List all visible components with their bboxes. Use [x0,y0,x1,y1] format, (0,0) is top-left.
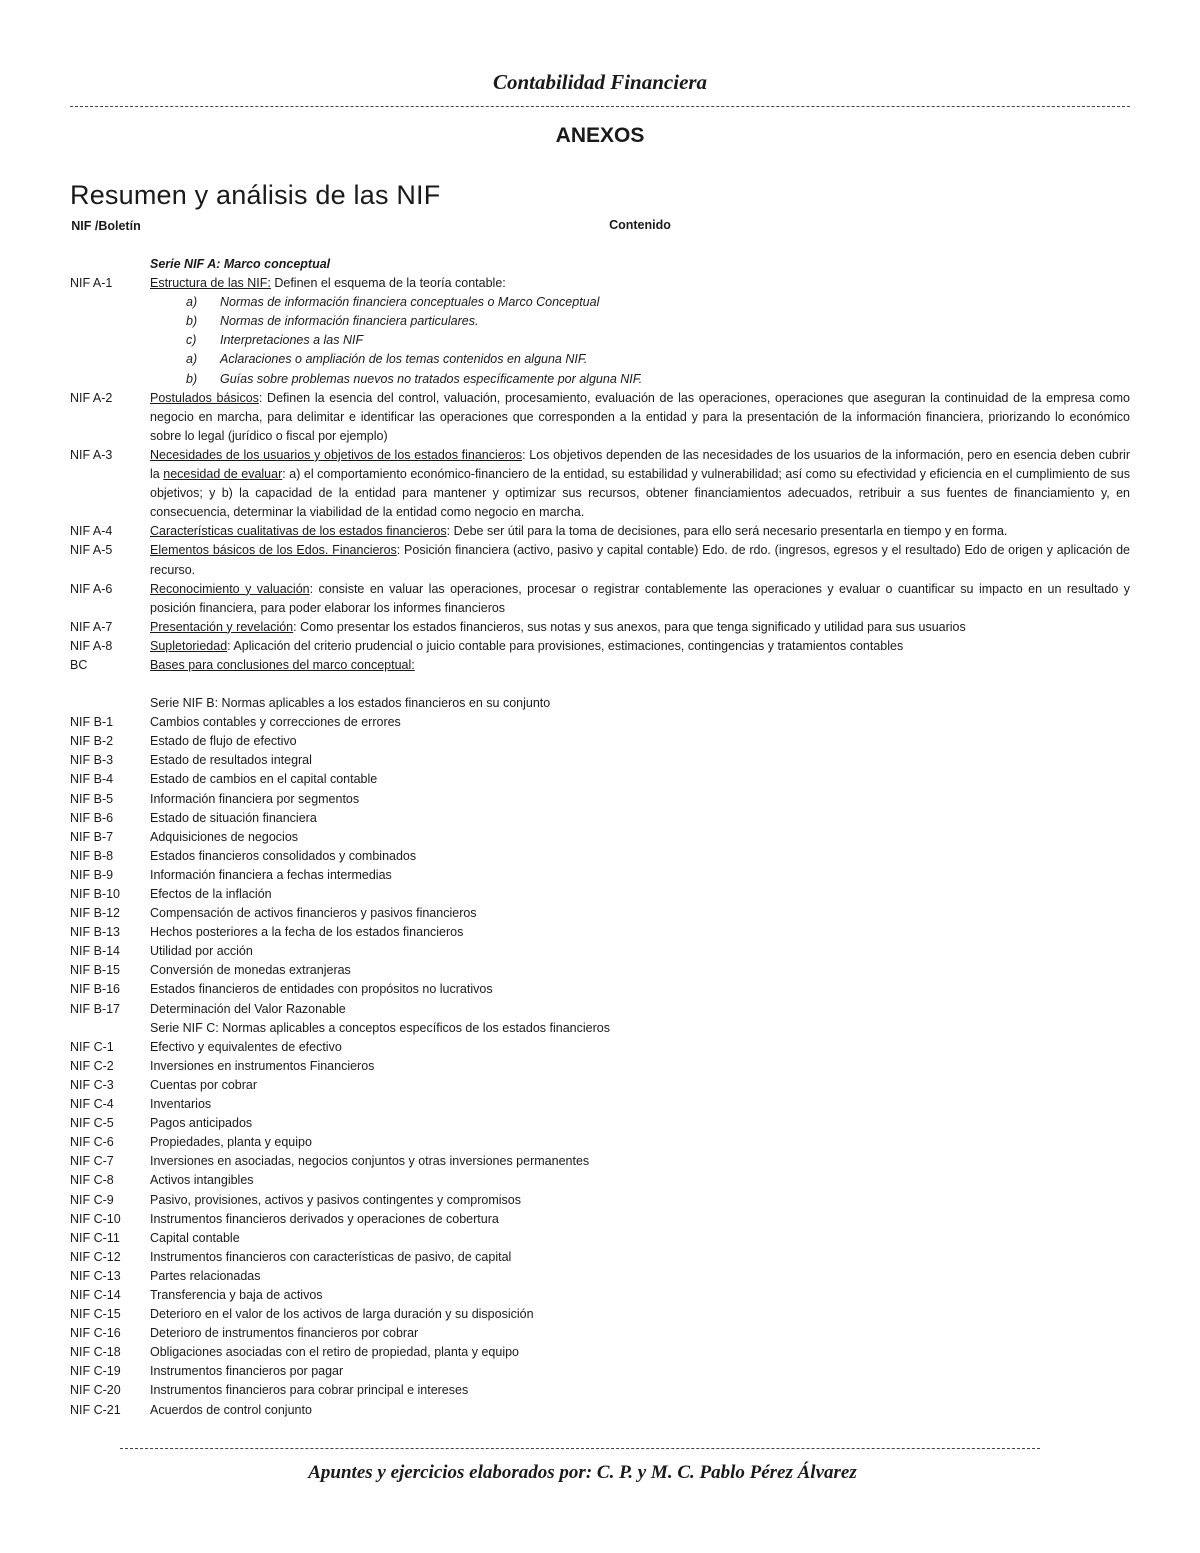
nif-topic-title: Características cualitativas de los estados financieros [150,524,447,539]
nif-topic-title: Presentación y revelación [150,619,294,634]
table-row [70,1381,1130,1400]
nif-description: Información financiera por segmentos [150,791,360,806]
nif-description: Pasivo, provisiones, activos y pasivos contingentes y compromisos [150,1192,521,1207]
nif-code: NIF C-13 [70,1268,121,1283]
nif-description: Acuerdos de control conjunto [150,1402,312,1417]
table-row [70,1038,1130,1057]
column-header-nif: NIF /Boletín [71,219,141,233]
nif-code: NIF C-15 [70,1307,121,1322]
nif-description: Estado de resultados integral [150,753,312,768]
nif-code: NIF B-13 [70,925,121,940]
table-row [70,1114,1130,1133]
nif-description: Deterioro en el valor de los activos de larga duración y su disposición [150,1307,534,1322]
list-marker: a) [186,295,198,310]
nif-description: Inversiones en instrumentos Financieros [150,1058,375,1073]
table-row [70,885,1130,904]
list-item-text: Normas de información financiera conceptuales o Marco Conceptual [220,295,600,310]
nif-row-a1 [70,274,1130,293]
table-row [70,751,1130,770]
nif-code: NIF A-6 [70,581,113,596]
table-row [70,1057,1130,1076]
annex-title: ANEXOS [555,124,645,147]
table-row [70,1191,1130,1210]
nif-code: NIF C-4 [70,1097,114,1112]
nif-description: Propiedades, planta y equipo [150,1135,312,1150]
table-row [70,1401,1130,1420]
nif-code: NIF C-11 [70,1230,120,1245]
nif-code: NIF C-21 [70,1402,121,1417]
nif-row-bc [70,656,1130,675]
table-row [70,847,1130,866]
nif-description: Estado de cambios en el capital contable [150,772,378,787]
series-b-title: Serie NIF B: Normas aplicables a los estados financieros en su conjunto [150,696,551,711]
list-marker: a) [186,352,198,367]
footer-credit: Apuntes y ejercicios elaborados por: C. P. y M. C. Pablo Pérez Álvarez [308,1462,857,1483]
series-c-title: Serie NIF C: Normas aplicables a conceptos específicos de los estados financieros [150,1020,610,1035]
series-c-list [70,1038,1130,1420]
nif-code: NIF B-9 [70,867,114,882]
nif-code: NIF C-12 [70,1249,121,1264]
nif-description: Instrumentos financieros por pagar [150,1364,344,1379]
nif-code: NIF C-10 [70,1211,121,1226]
list-item [70,350,1130,369]
list-item [70,331,1130,350]
table-row [70,923,1130,942]
nif-description: : Debe ser útil para la toma de decisiones, para ello será necesario presentarla en tiempo y en forma. [446,524,1008,539]
nif-description: Efectivo y equivalentes de efectivo [150,1039,342,1054]
nif-code: NIF C-5 [70,1116,114,1131]
nif-code: NIF A-7 [70,619,113,634]
nif-description: : Posición financiera (activo, pasivo y capital contable) Edo. de rdo. (ingresos, egresos y el resultado) Edo de origen y aplicación de recurso. [150,543,1130,577]
nif-description: : Aplicación del criterio prudencial o juicio contable para provisiones, estimaciones, contingencias y tratamientos contables [227,638,904,653]
table-row [70,1095,1130,1114]
table-row [70,732,1130,751]
table-row [70,828,1130,847]
table-row [70,1229,1130,1248]
nif-description: Cuentas por cobrar [150,1077,258,1092]
header-divider [70,106,1130,107]
nif-code: NIF A-4 [70,524,113,539]
table-row [70,1133,1130,1152]
nif-code: NIF B-17 [70,1001,121,1016]
nif-code: NIF C-6 [70,1135,114,1150]
nif-topic-title: Necesidades de los usuarios y objetivos de los estados financieros [150,447,523,462]
nif-code: NIF C-14 [70,1287,121,1302]
nif-code: NIF B-1 [70,715,114,730]
nif-topic-title: Supletoriedad [150,638,228,653]
nif-topic-title: Elementos básicos de los Edos. Financieros [150,543,397,558]
nif-code: NIF B-2 [70,734,114,749]
table-row [70,961,1130,980]
nif-summary-table [70,255,1130,1420]
table-row [70,1362,1130,1381]
nif-description: Instrumentos financieros con características de pasivo, de capital [150,1249,512,1264]
nif-code: NIF C-18 [70,1345,121,1360]
nif-topic-title: Postulados básicos [150,390,259,405]
nif-code: NIF C-1 [70,1039,114,1054]
nif-code: NIF A-8 [70,638,113,653]
nif-description: Transferencia y baja de activos [150,1287,323,1302]
nif-description: Obligaciones asociadas con el retiro de propiedad, planta y equipo [150,1345,519,1360]
nif-description: Información financiera a fechas intermedias [150,867,392,882]
list-item [70,312,1130,331]
nif-description: : Como presentar los estados financieros, sus notas y sus anexos, para que tenga significado y utilidad para sus usuarios [293,619,966,634]
nif-row-a3 [70,446,1130,522]
list-item-text: Normas de información financiera particulares. [220,314,479,329]
list-item [70,370,1130,389]
nif-description: Definen el esquema de la teoría contable: [270,276,506,291]
nif-code: NIF B-5 [70,791,114,806]
nif-row-a5 [70,541,1130,579]
nif-description-cont: : a) el comportamiento económico-financiero de la entidad, su estabilidad y vulnerabilidad; así como su efectividad y eficiencia en el cumplimiento de sus objetivos; y b) la capacidad de la entidad para mantener y optimizar sus recursos, obtener financiamientos adecuados, retribuir a sus fuentes de financiamiento y, en consecuencia, determinar la viabilidad de la entidad como negocio en marcha. [150,467,1130,520]
nif-description: Partes relacionadas [150,1268,261,1283]
nif-code: NIF A-2 [70,390,113,405]
series-c-heading-row [70,1019,1130,1038]
nif-topic-title: Bases para conclusiones del marco conceptual: [150,657,415,672]
nif-code: NIF C-3 [70,1077,114,1092]
nif-row-a2 [70,389,1130,446]
spacer [70,675,1130,694]
nif-topic-title: Reconocimiento y valuación [150,581,310,596]
nif-description: Capital contable [150,1230,240,1245]
list-item-text: Interpretaciones a las NIF [220,333,364,348]
series-b-list [70,713,1130,1019]
nif-description: Activos intangibles [150,1173,254,1188]
nif-description: Estado de flujo de efectivo [150,734,297,749]
nif-description: Cambios contables y correcciones de errores [150,715,401,730]
nif-code: NIF C-2 [70,1058,114,1073]
list-item-text: Aclaraciones o ampliación de los temas contenidos en alguna NIF. [220,352,588,367]
nif-description: Inventarios [150,1097,212,1112]
nif-description: Instrumentos financieros derivados y operaciones de cobertura [150,1211,499,1226]
nif-code: NIF C-9 [70,1192,114,1207]
table-row [70,1076,1130,1095]
nif-description: : Los objetivos dependen de las necesidades de los usuarios de la información, pero en esencia deben cubrir la [150,447,1130,482]
table-row [70,790,1130,809]
list-marker: b) [186,314,198,329]
nif-description: : consiste en valuar las operaciones, procesar o registrar contablemente las operaciones y evaluar o cuantificar su impacto en un resultado y posición financiera, para poder elaborar los informes financieros [150,581,1130,615]
nif-description: Hechos posteriores a la fecha de los estados financieros [150,925,464,940]
table-row [70,1286,1130,1305]
nif-description: Determinación del Valor Razonable [150,1001,346,1016]
nif-description: Compensación de activos financieros y pasivos financieros [150,906,477,921]
table-row [70,809,1130,828]
nif-code: NIF B-14 [70,944,121,959]
nif-description: Efectos de la inflación [150,887,272,901]
nif-emphasis: necesidad de evaluar [163,467,283,482]
nif-code: NIF C-8 [70,1173,114,1188]
table-row [70,866,1130,885]
nif-code: NIF B-4 [70,772,114,787]
nif-code: NIF B-8 [70,848,114,863]
nif-description: Instrumentos financieros para cobrar principal e intereses [150,1383,469,1398]
nif-code: NIF B-6 [70,810,114,825]
header-title: Contabilidad Financiera [492,70,708,94]
nif-code: BC [70,657,88,672]
list-item-text: Guías sobre problemas nuevos no tratados específicamente por alguna NIF. [220,371,643,386]
table-row [70,1152,1130,1171]
list-marker: b) [186,371,198,386]
nif-description: Conversión de monedas extranjeras [150,963,351,978]
table-row [70,1248,1130,1267]
nif-code: NIF A-1 [70,276,113,291]
nif-description: : Definen la esencia del control, valuación, procesamiento, evaluación de las operaciones, operaciones que aseguran la continuidad de la empresa como negocio en marcha, para delimitar e identificar las operaciones que corresponden a la entidad y para la presentación de la información financiera, priorizando lo económico sobre lo legal (jurídico o fiscal por ejemplo) [150,390,1130,443]
nif-row-a8 [70,637,1130,656]
nif-topic-title: Estructura de las NIF: [150,276,271,291]
nif-description: Adquisiciones de negocios [150,829,299,844]
table-row [70,980,1130,999]
nif-code: NIF C-19 [70,1364,121,1379]
nif-description: Inversiones en asociadas, negocios conjuntos y otras inversiones permanentes [150,1154,590,1169]
table-row [70,1305,1130,1324]
series-a-heading-row [70,255,1130,274]
table-row [70,1324,1130,1343]
nif-row-a7 [70,618,1130,637]
nif-code: NIF C-20 [70,1383,121,1398]
nif-description: Deterioro de instrumentos financieros por cobrar [150,1326,419,1341]
series-a-title: Serie NIF A: Marco conceptual [150,257,331,271]
nif-code: NIF C-16 [70,1326,121,1341]
table-row [70,1267,1130,1286]
nif-code: NIF B-3 [70,753,114,768]
series-b-heading-row [70,694,1130,713]
table-row [70,713,1130,732]
nif-description: Estados financieros consolidados y combinados [150,848,417,863]
nif-row-a4 [70,522,1130,541]
footer-divider [120,1448,1040,1449]
nif-code: NIF A-3 [70,447,113,462]
nif-code: NIF B-12 [70,906,121,921]
table-row [70,1171,1130,1190]
nif-code: NIF C-7 [70,1154,114,1169]
nif-row-a6 [70,580,1130,618]
list-item [70,293,1130,312]
table-row [70,1343,1130,1362]
nif-code: NIF B-10 [70,887,121,901]
column-header-contenido: Contenido [609,218,671,232]
table-row [70,904,1130,923]
nif-code: NIF A-5 [70,543,113,558]
list-marker: c) [186,333,197,348]
nif-description: Utilidad por acción [150,944,253,959]
nif-description: Estados financieros de entidades con propósitos no lucrativos [150,982,493,997]
nif-code: NIF B-15 [70,963,121,978]
nif-code: NIF B-16 [70,982,121,997]
document-title: Resumen y análisis de las NIF [70,180,441,210]
nif-code: NIF B-7 [70,829,114,844]
nif-description: Pagos anticipados [150,1116,253,1131]
table-row [70,1210,1130,1229]
table-row [70,770,1130,789]
table-row [70,942,1130,961]
table-row [70,1000,1130,1019]
nif-description: Estado de situación financiera [150,810,317,825]
